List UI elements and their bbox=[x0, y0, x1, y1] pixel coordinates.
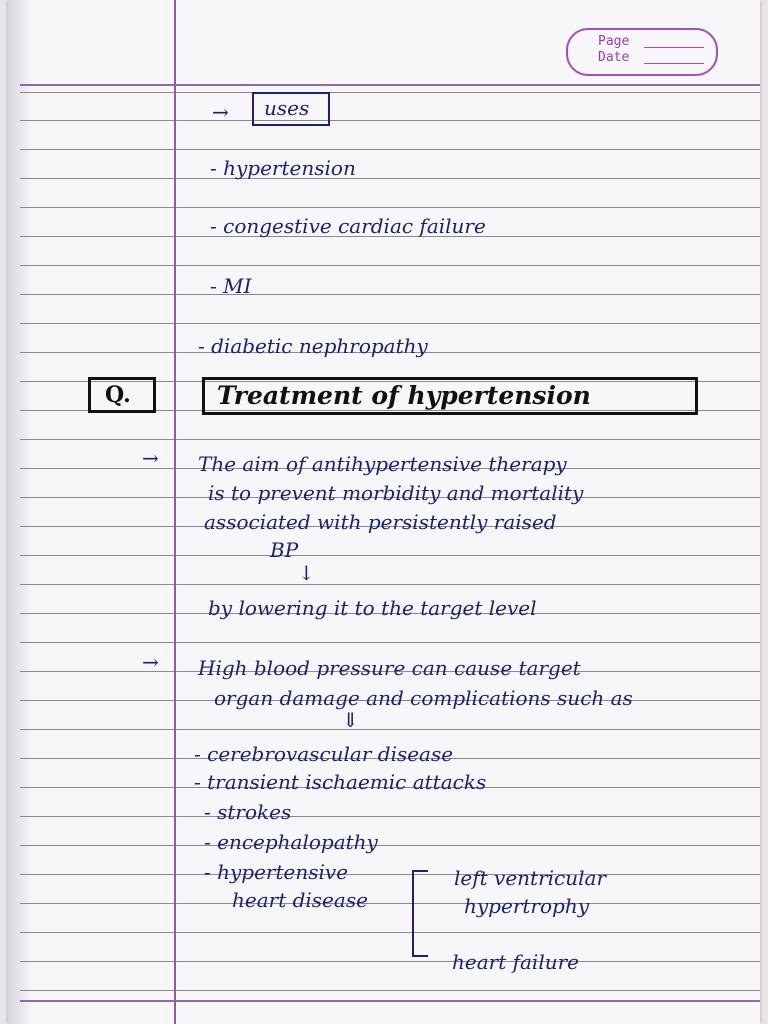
uses-heading: uses bbox=[264, 96, 310, 120]
page-field bbox=[644, 47, 704, 48]
complication-item: - strokes bbox=[204, 800, 292, 824]
question-label: Q. bbox=[105, 382, 131, 408]
page-date-stamp bbox=[566, 28, 718, 76]
question-title-box bbox=[202, 377, 698, 415]
rule-line bbox=[20, 729, 760, 730]
paragraph-line: High blood pressure can cause target bbox=[198, 656, 581, 680]
rule-line bbox=[20, 990, 760, 991]
paragraph-line: is to prevent morbidity and mortality bbox=[208, 481, 584, 505]
rule-line bbox=[20, 178, 760, 179]
date-label: Date bbox=[598, 50, 630, 65]
rule-line bbox=[20, 92, 760, 93]
uses-item: - congestive cardiac failure bbox=[210, 214, 486, 238]
branch-item: left ventricular bbox=[454, 866, 607, 890]
rule-line bbox=[20, 265, 760, 266]
rule-line bbox=[20, 439, 760, 440]
rule-line bbox=[20, 207, 760, 208]
notebook-page bbox=[8, 0, 760, 1024]
bottom-rule bbox=[20, 1000, 760, 1002]
paragraph-result: by lowering it to the target level bbox=[208, 596, 537, 620]
double-down-arrow: ⇓ bbox=[342, 708, 359, 732]
paragraph-line: associated with persistently raised bbox=[204, 510, 557, 534]
rule-line bbox=[20, 932, 760, 933]
rule-line bbox=[20, 120, 760, 121]
branch-item: heart failure bbox=[452, 950, 579, 974]
rule-line bbox=[20, 903, 760, 904]
paragraph-line: organ damage and complications such as bbox=[214, 686, 633, 710]
complication-item-continued: heart disease bbox=[232, 888, 368, 912]
branch-item-continued: hypertrophy bbox=[464, 894, 589, 918]
point-arrow: → bbox=[142, 650, 159, 674]
top-rule bbox=[20, 84, 760, 86]
uses-item: - MI bbox=[210, 274, 252, 298]
page-label: Page bbox=[598, 34, 630, 49]
rule-line bbox=[20, 845, 760, 846]
question-title: Treatment of hypertension bbox=[217, 381, 591, 410]
paragraph-line: BP bbox=[270, 538, 299, 562]
rule-line bbox=[20, 816, 760, 817]
complication-item: - transient ischaemic attacks bbox=[194, 770, 487, 794]
uses-heading-box bbox=[252, 92, 330, 126]
point-arrow: → bbox=[142, 446, 159, 470]
rule-line bbox=[20, 149, 760, 150]
page-edge bbox=[8, 0, 30, 1024]
bracket-line bbox=[412, 870, 414, 956]
paragraph-line: The aim of antihypertensive therapy bbox=[198, 452, 567, 476]
complication-item: - cerebrovascular disease bbox=[194, 742, 454, 766]
complication-item: - hypertensive bbox=[204, 860, 349, 884]
complication-item: - encephalopathy bbox=[204, 830, 378, 854]
question-label-box bbox=[88, 377, 156, 413]
down-arrow: ↓ bbox=[298, 561, 315, 585]
uses-item: - diabetic nephropathy bbox=[198, 334, 428, 358]
rule-line bbox=[20, 323, 760, 324]
rule-line bbox=[20, 294, 760, 295]
margin-line bbox=[174, 0, 176, 1024]
rule-line bbox=[20, 642, 760, 643]
uses-arrow: → bbox=[212, 100, 229, 124]
rule-line bbox=[20, 584, 760, 585]
date-field bbox=[644, 63, 704, 64]
bracket-bottom-tick bbox=[412, 955, 428, 957]
rule-line bbox=[20, 961, 760, 962]
rule-line bbox=[20, 874, 760, 875]
uses-item: - hypertension bbox=[210, 156, 356, 180]
rule-line bbox=[20, 555, 760, 556]
bracket-top-tick bbox=[412, 870, 428, 872]
